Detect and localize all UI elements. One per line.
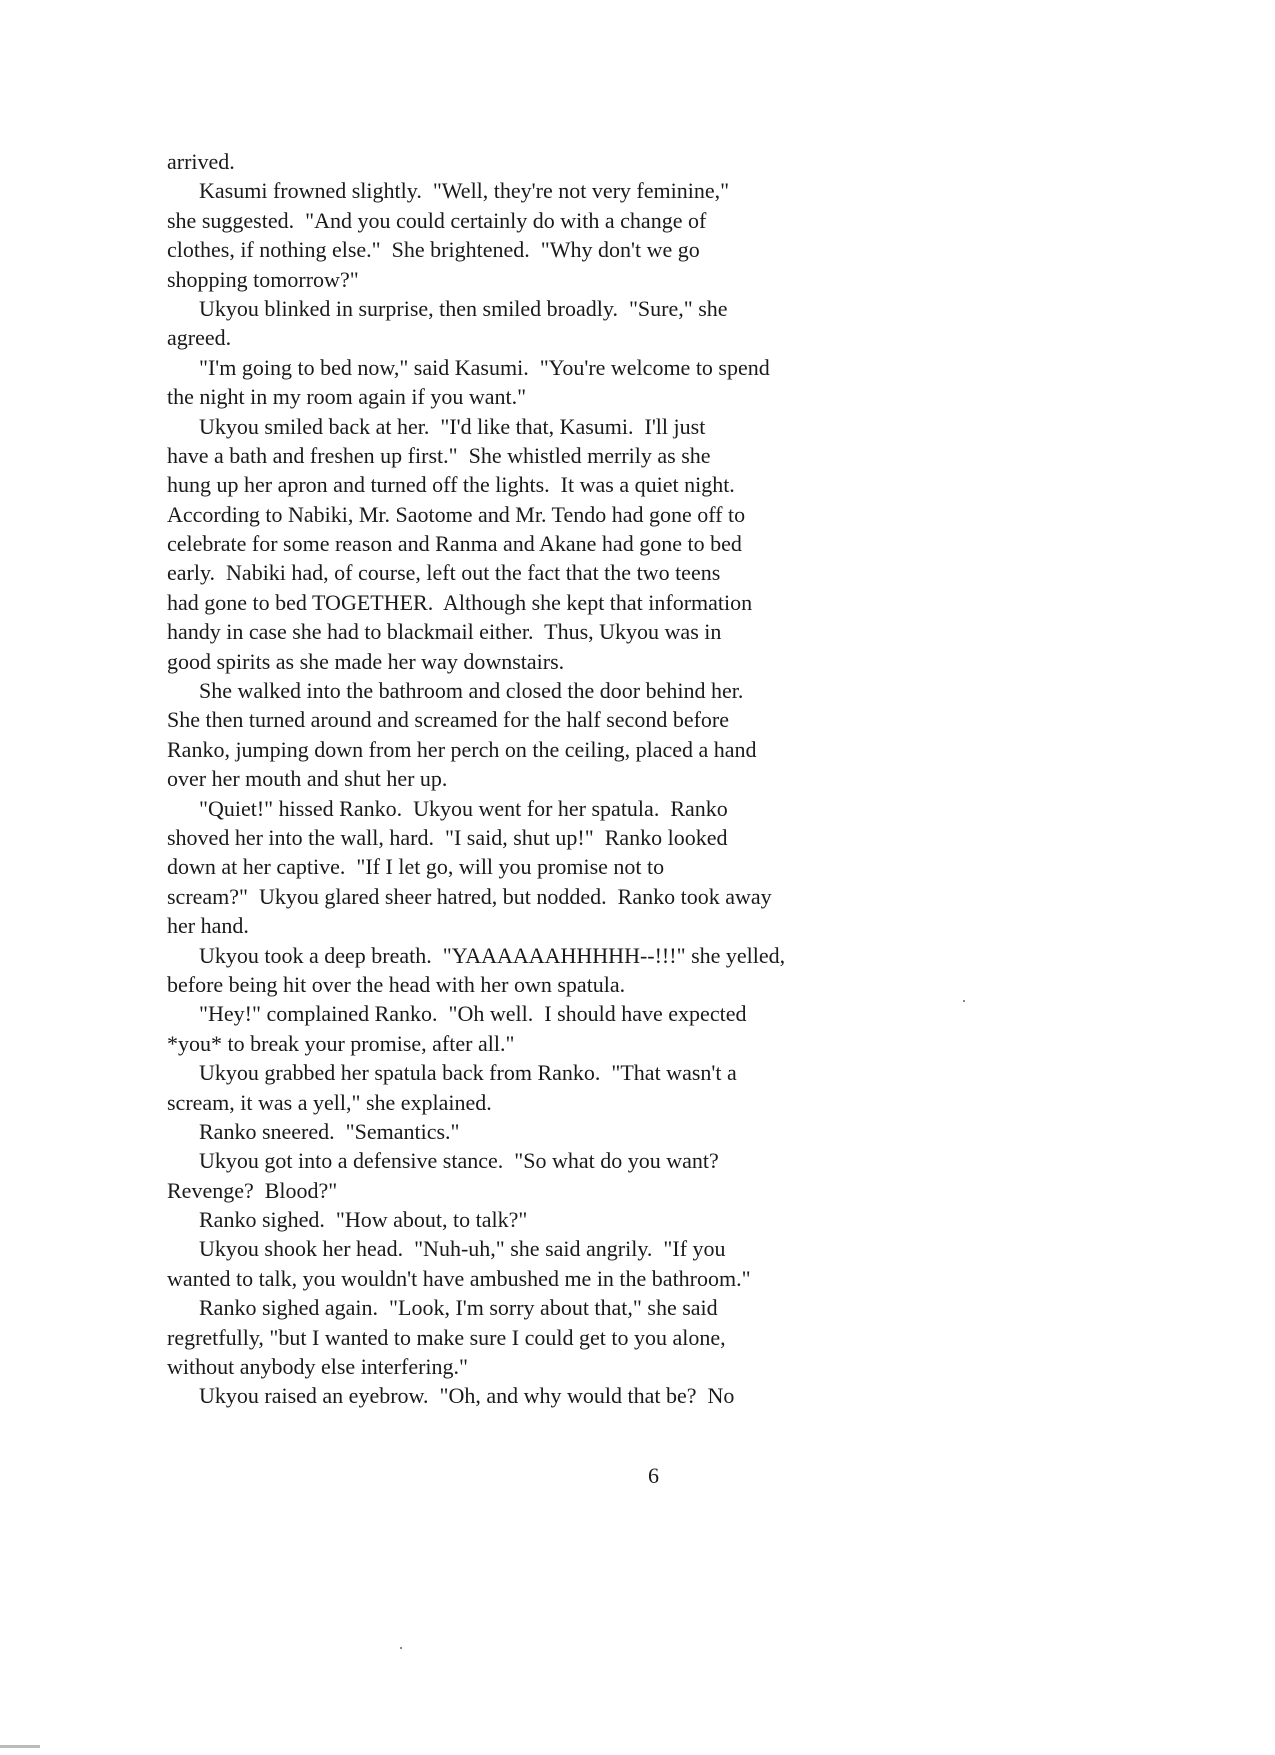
- scan-edge-mark: [0, 1745, 40, 1748]
- text-line: Ukyou shook her head. "Nuh-uh," she said angrily. "If you: [199, 1236, 726, 1262]
- text-line: "I'm going to bed now," said Kasumi. "You're welcome to spend: [199, 354, 770, 380]
- text-line: Kasumi frowned slightly. "Well, they're not very feminine,": [199, 178, 730, 204]
- text-line: Ukyou got into a defensive stance. "So what do you want?: [199, 1148, 719, 1174]
- text-line: "Quiet!" hissed Ranko. Ukyou went for her spatula. Ranko: [199, 795, 728, 821]
- text-line: arrived.: [167, 149, 235, 174]
- text-line: agreed.: [167, 325, 232, 351]
- text-line: the night in my room again if you want.": [167, 384, 527, 410]
- text-line: According to Nabiki, Mr. Saotome and Mr. Tendo had gone off to: [167, 501, 746, 527]
- text-line: good spirits as she made her way downstairs.: [167, 648, 565, 674]
- text-line: hung up her apron and turned off the lights. It was a quiet night.: [167, 472, 735, 498]
- text-line: handy in case she had to blackmail either. Thus, Ukyou was in: [167, 619, 722, 645]
- text-line: down at her captive. "If I let go, will you promise not to: [167, 854, 665, 880]
- text-line: Ukyou took a deep breath. "YAAAAAAHHHHH--!!!" she yelled,: [199, 942, 786, 968]
- text-line: regretfully, "but I wanted to make sure I could get to you alone,: [167, 1324, 726, 1350]
- text-line: without anybody else interfering.": [167, 1354, 469, 1380]
- text-line: shoved her into the wall, hard. "I said, shut up!" Ranko looked: [167, 824, 728, 850]
- text-line: *you* to break your promise, after all.": [167, 1030, 515, 1056]
- text-line: clothes, if nothing else." She brightened. "Why don't we go: [167, 237, 700, 263]
- text-line: before being hit over the head with her own spatula.: [167, 971, 626, 997]
- text-line: had gone to bed TOGETHER. Although she kept that information: [167, 589, 753, 615]
- text-line: wanted to talk, you wouldn't have ambushed me in the bathroom.": [167, 1265, 751, 1291]
- scan-speck: [963, 1000, 965, 1002]
- text-line: have a bath and freshen up first." She whistled merrily as she: [167, 442, 711, 468]
- text-line: she suggested. "And you could certainly do with a change of: [167, 207, 707, 233]
- text-line: Ukyou smiled back at her. "I'd like that, Kasumi. I'll just: [199, 413, 706, 439]
- body-text: [167, 147, 785, 1411]
- text-line: scream, it was a yell," she explained.: [167, 1089, 492, 1115]
- text-line: Ukyou grabbed her spatula back from Ranko. "That wasn't a: [199, 1060, 737, 1086]
- scan-speck: [400, 1647, 402, 1649]
- text-line: Ranko, jumping down from her perch on the ceiling, placed a hand: [167, 736, 757, 762]
- text-line: She walked into the bathroom and closed the door behind her.: [199, 678, 744, 704]
- text-line: over her mouth and shut her up.: [167, 766, 448, 792]
- text-line: scream?" Ukyou glared sheer hatred, but nodded. Ranko took away: [167, 883, 772, 909]
- text-line: Ukyou blinked in surprise, then smiled broadly. "Sure," she: [199, 295, 728, 321]
- text-line: early. Nabiki had, of course, left out the fact that the two teens: [167, 560, 721, 586]
- page-number: 6: [648, 1463, 659, 1488]
- text-line: celebrate for some reason and Ranma and Akane had gone to bed: [167, 531, 742, 557]
- text-line: "Hey!" complained Ranko. "Oh well. I should have expected: [199, 1001, 747, 1027]
- text-line: Ranko sighed. "How about, to talk?": [199, 1207, 528, 1233]
- text-line: She then turned around and screamed for the half second before: [167, 707, 729, 733]
- text-line: shopping tomorrow?": [167, 266, 359, 292]
- text-line: her hand.: [167, 913, 249, 939]
- text-line: Ranko sighed again. "Look, I'm sorry about that," she said: [199, 1295, 718, 1321]
- text-line: Ranko sneered. "Semantics.": [199, 1118, 460, 1144]
- text-line: Ukyou raised an eyebrow. "Oh, and why would that be? No: [199, 1383, 735, 1409]
- text-line: Revenge? Blood?": [167, 1177, 338, 1203]
